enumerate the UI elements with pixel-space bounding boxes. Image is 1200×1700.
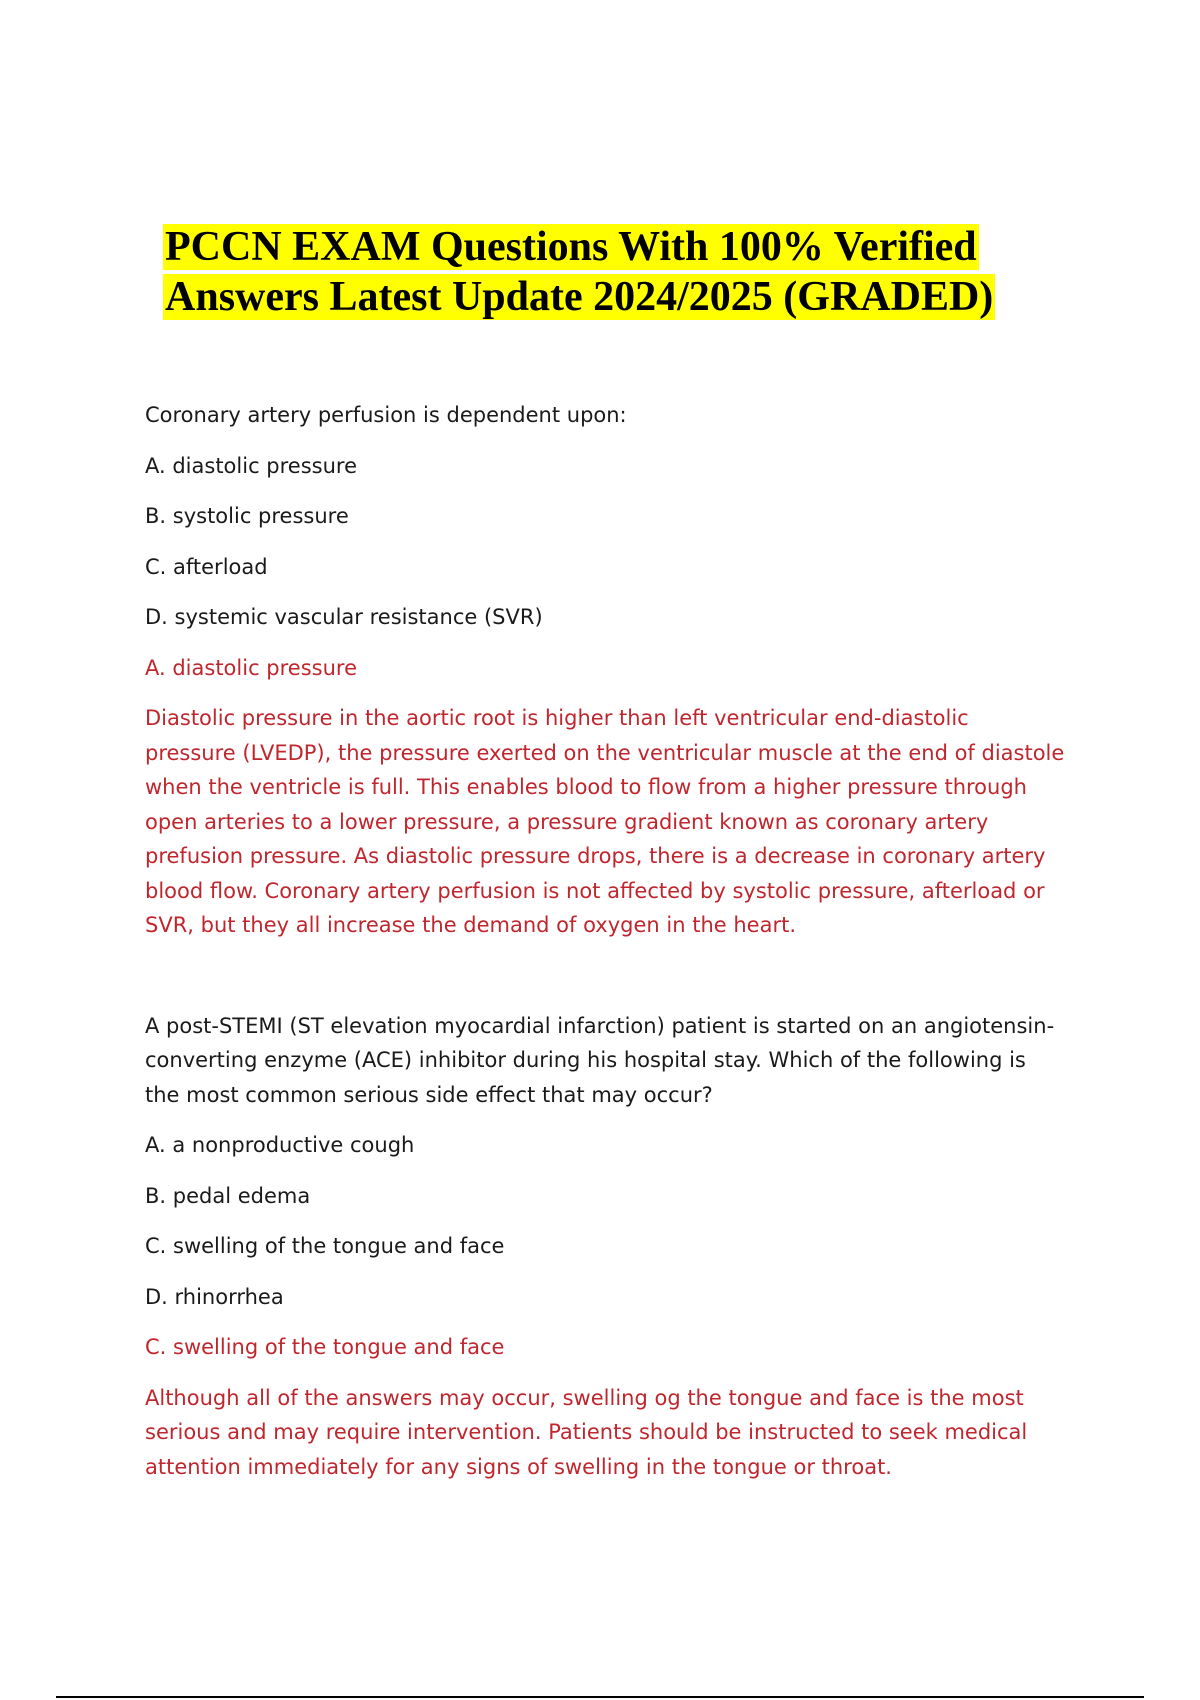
- document-body: [145, 398, 1065, 1500]
- option-a: A. diastolic pressure: [145, 453, 357, 478]
- correct-answer: C. swelling of the tongue and face: [145, 1335, 505, 1359]
- question-text: A post-STEMI (ST elevation myocardial infarction) patient is started on an angiotensin-converting enzyme (ACE) inhibitor during his hospital stay. Which of the following is the most common serious side effect that may occur?: [145, 1013, 1055, 1107]
- option-d: D. systemic vascular resistance (SVR): [145, 605, 543, 629]
- question-block-1: [145, 398, 1065, 943]
- option-b: B. pedal edema: [145, 1183, 311, 1208]
- correct-answer: A. diastolic pressure: [145, 655, 357, 680]
- question-text: Coronary artery perfusion is dependent upon:: [145, 403, 627, 427]
- option-a: A. a nonproductive cough: [145, 1133, 415, 1157]
- answer-explanation: Although all of the answers may occur, swelling og the tongue and face is the most serious and may require intervention. Patients should be instructed to seek medical attention immediately for any signs of swelling in the tongue or throat.: [145, 1385, 1028, 1479]
- question-block-2: [145, 1009, 1065, 1485]
- option-c: C. swelling of the tongue and face: [145, 1234, 505, 1258]
- answer-explanation: Diastolic pressure in the aortic root is higher than left ventricular end-diastolic pressure (LVEDP), the pressure exerted on the ventricular muscle at the end of diastole when the ventricle is full. This enables blood to flow from a higher pressure through open arteries to a lower pressure, a pressure gradient known as coronary artery prefusion pressure. As diastolic pressure drops, there is a decrease in coronary artery blood flow. Coronary artery perfusion is not affected by systolic pressure, afterload or SVR, but they all increase the demand of oxygen in the heart.: [145, 706, 1065, 937]
- page-bottom-rule: [56, 1696, 1144, 1698]
- option-d: D. rhinorrhea: [145, 1284, 284, 1309]
- title-highlight: PCCN EXAM Questions With 100% Verified Answers Latest Update 2024/2025 (GRADED): [165, 224, 994, 320]
- document-title: [163, 222, 1063, 322]
- option-c: C. afterload: [145, 554, 268, 579]
- option-b: B. systolic pressure: [145, 504, 349, 528]
- question-spacer: [145, 959, 1065, 1009]
